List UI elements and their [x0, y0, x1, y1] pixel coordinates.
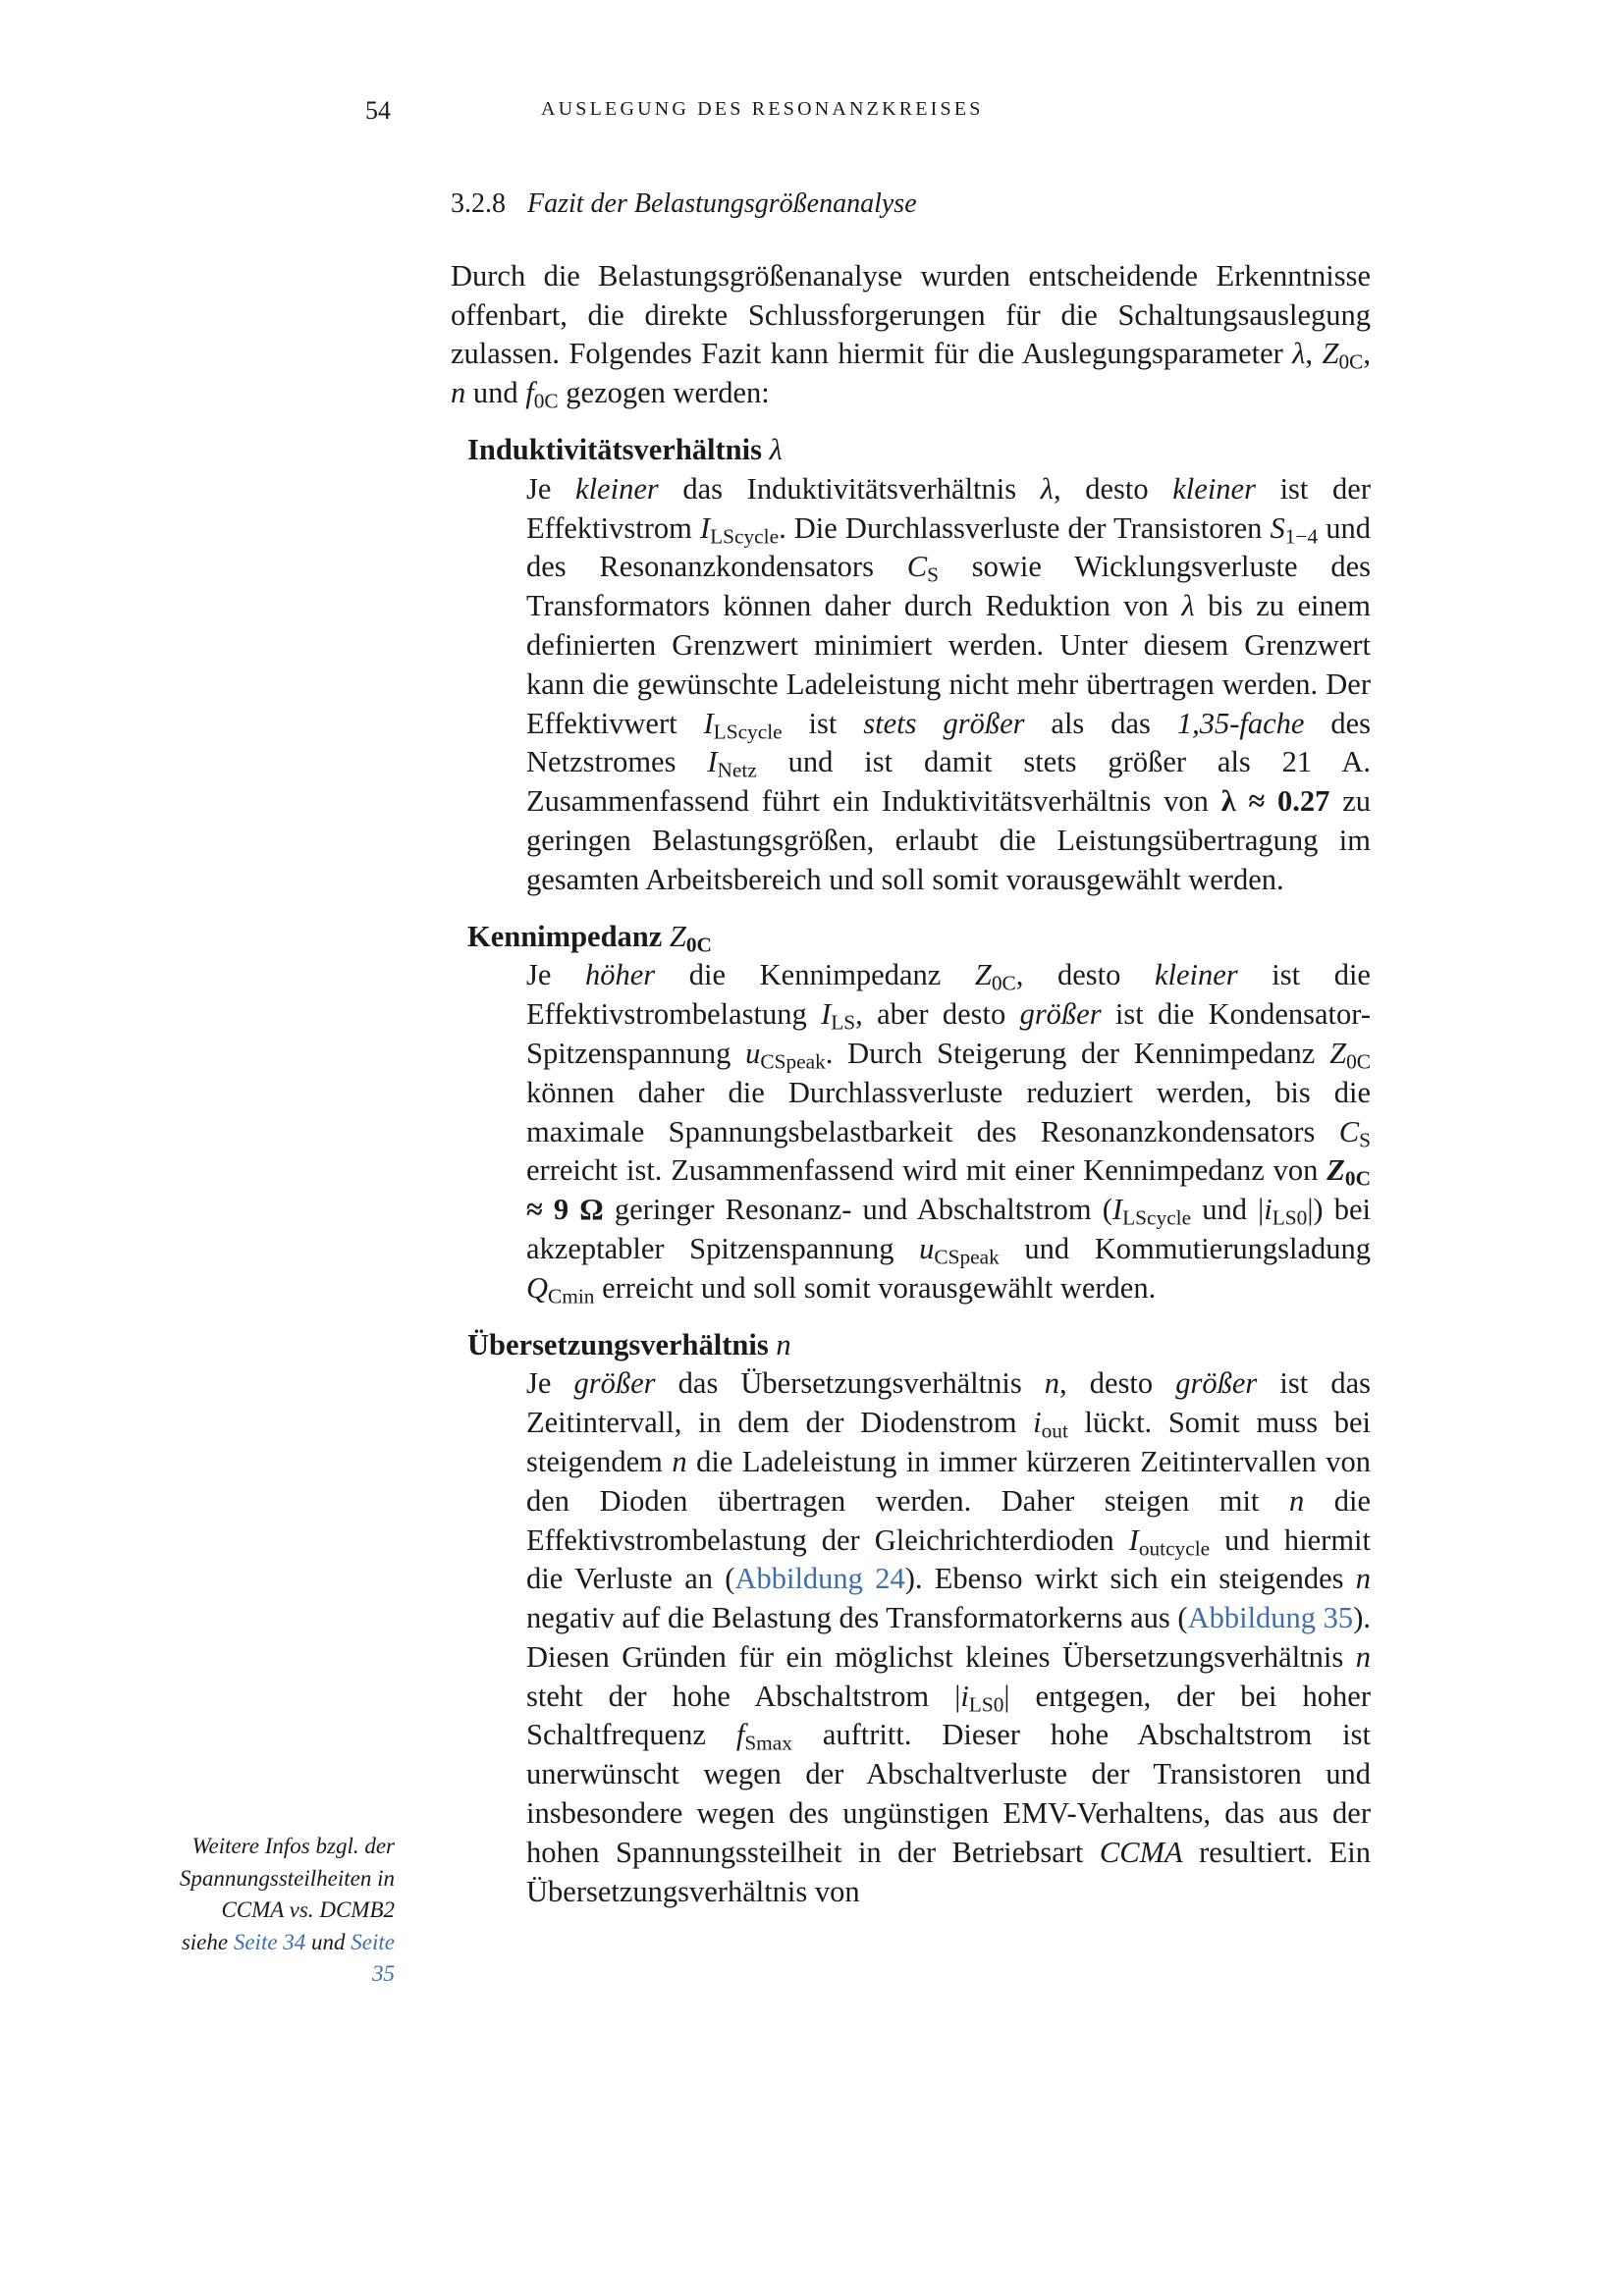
definition-body: Je größer das Übersetzungsverhältnis n, desto größer ist das Zeitintervall, in dem der Diodenstrom $i_{out}$ lückt. Somit muss bei steigendem n die Ladeleistung in immer kürzeren Zeitintervallen von den Dioden übertragen werden. Daher steigen mit n die Effektivstrombelastung der Gleichrichterdioden $I_{outcycle}$ und hiermit die Verluste an (Abbildung 24). Ebenso wirkt sich ein steigendes n negativ auf die Belastung des Transformatorkerns aus (Abbildung 35). Diesen Gründen für ein möglichst kleines Übersetzungsverhältnis n steht der hohe Abschaltstrom $|i_{LS0}|$ entgegen, der bei hoher Schaltfrequenz $f_{Smax}$ auftritt. Dieser hohe Abschaltstrom ist unerwünscht wegen der Abschaltverluste der Transistoren und insbesondere wegen des ungünstigen EMV-Verhaltens, das aus der hohen Spannungssteilheit in der Betriebsart CCMA resultiert. Ein Übersetzungsverhältnis von — [526, 1366, 1372, 1908]
intro-paragraph: Durch die Belastungsgrößenanalyse wurden entscheidende Erkenntnisse offenbart, die direkte Schlussforgerungen für die Schaltungsauslegung zulassen. Folgendes Fazit kann hiermit für die Auslegungsparameter λ, $Z_{0C}$, n und $f_{0C}$ gezogen werden: — [451, 258, 1371, 413]
figure-24-link[interactable]: Abbildung 24 — [734, 1562, 905, 1596]
section-title: Fazit der Belastungsgrößenanalyse — [527, 188, 917, 219]
page-34-link[interactable]: Seite 34 — [233, 1929, 306, 1954]
definition-term: Kennimpedanz $Z_{0C}$ — [467, 919, 712, 956]
definition-term: Übersetzungsverhältnis n — [467, 1327, 791, 1362]
margin-note: Weitere Infos bzgl. der Spannungssteilheiten in CCMA vs. DCMB2 siehe Seite 34 und Seite 35 — [179, 1834, 395, 1986]
definition-body: Je kleiner das Induktivitätsverhältnis λ, desto kleiner ist der Effektivstrom $I_{LScycle}$. Die Durchlassverluste der Transistoren $S_{1-4}$ und des Resonanzkondensators $C_S$ sowie Wicklungsverluste des Transformators können daher durch Reduktion von λ bis zu einem definierten Grenzwert minimiert werden. Unter diesem Grenzwert kann die gewünschte Ladeleistung nicht mehr übertragen werden. Der Effektivwert $I_{LScycle}$ ist stets größer als das 1,35-fache des Netzstromes $I_{Netz}$ und ist damit stets größer als 21 A. Zusammenfassend führt ein Induktivitätsverhältnis von λ ≈ 0.27 zu geringen Belastungsgrößen, erlaubt die Leistungsübertragung im gesamten Arbeitsbereich und soll somit vorausgewählt werden. — [526, 471, 1372, 896]
page-35-link[interactable]: Seite 35 — [351, 1929, 395, 1986]
definition-inductance-ratio — [467, 431, 1371, 900]
definition-transformation-ratio — [467, 1326, 1371, 1912]
figure-35-link[interactable]: Abbildung 35 — [1187, 1601, 1354, 1635]
section-number: 3.2.8 — [451, 188, 506, 219]
definition-characteristic-impedance — [467, 918, 1371, 1308]
running-head: AUSLEGUNG DES RESONANZKREISES — [541, 98, 984, 120]
section-heading — [451, 185, 1371, 224]
definition-term: Induktivitätsverhältnis λ — [467, 432, 783, 466]
page-number: 54 — [365, 96, 391, 125]
lambda-value: λ ≈ 0.27 — [1220, 784, 1330, 819]
impedance-value: $Z_{0C} \approx 9$ Ω — [526, 1153, 1371, 1227]
definition-body: Je höher die Kennimpedanz $Z_{0C}$, desto kleiner ist die Effektivstrombelastung $I_{LS}$, aber desto größer ist die Kondensator-Spitzenspannung $u_{CSpeak}$. Durch Steigerung der Kennimpedanz $Z_{0C}$ können daher die Durchlassverluste reduziert werden, bis die maximale Spannungsbelastbarkeit des Resonanzkondensators $C_S$ erreicht ist. Zusammenfassend wird mit einer Kennimpedanz von $Z_{0C} \approx 9$ Ω geringer Resonanz- und Abschaltstrom ($I_{LScycle}$ und $|i_{LS0}|$) bei akzeptabler Spitzenspannung $u_{CSpeak}$ und Kommutierungsladung $Q_{Cmin}$ erreicht und soll somit vorausgewählt werden. — [526, 958, 1372, 1308]
main-content — [451, 185, 1371, 1929]
